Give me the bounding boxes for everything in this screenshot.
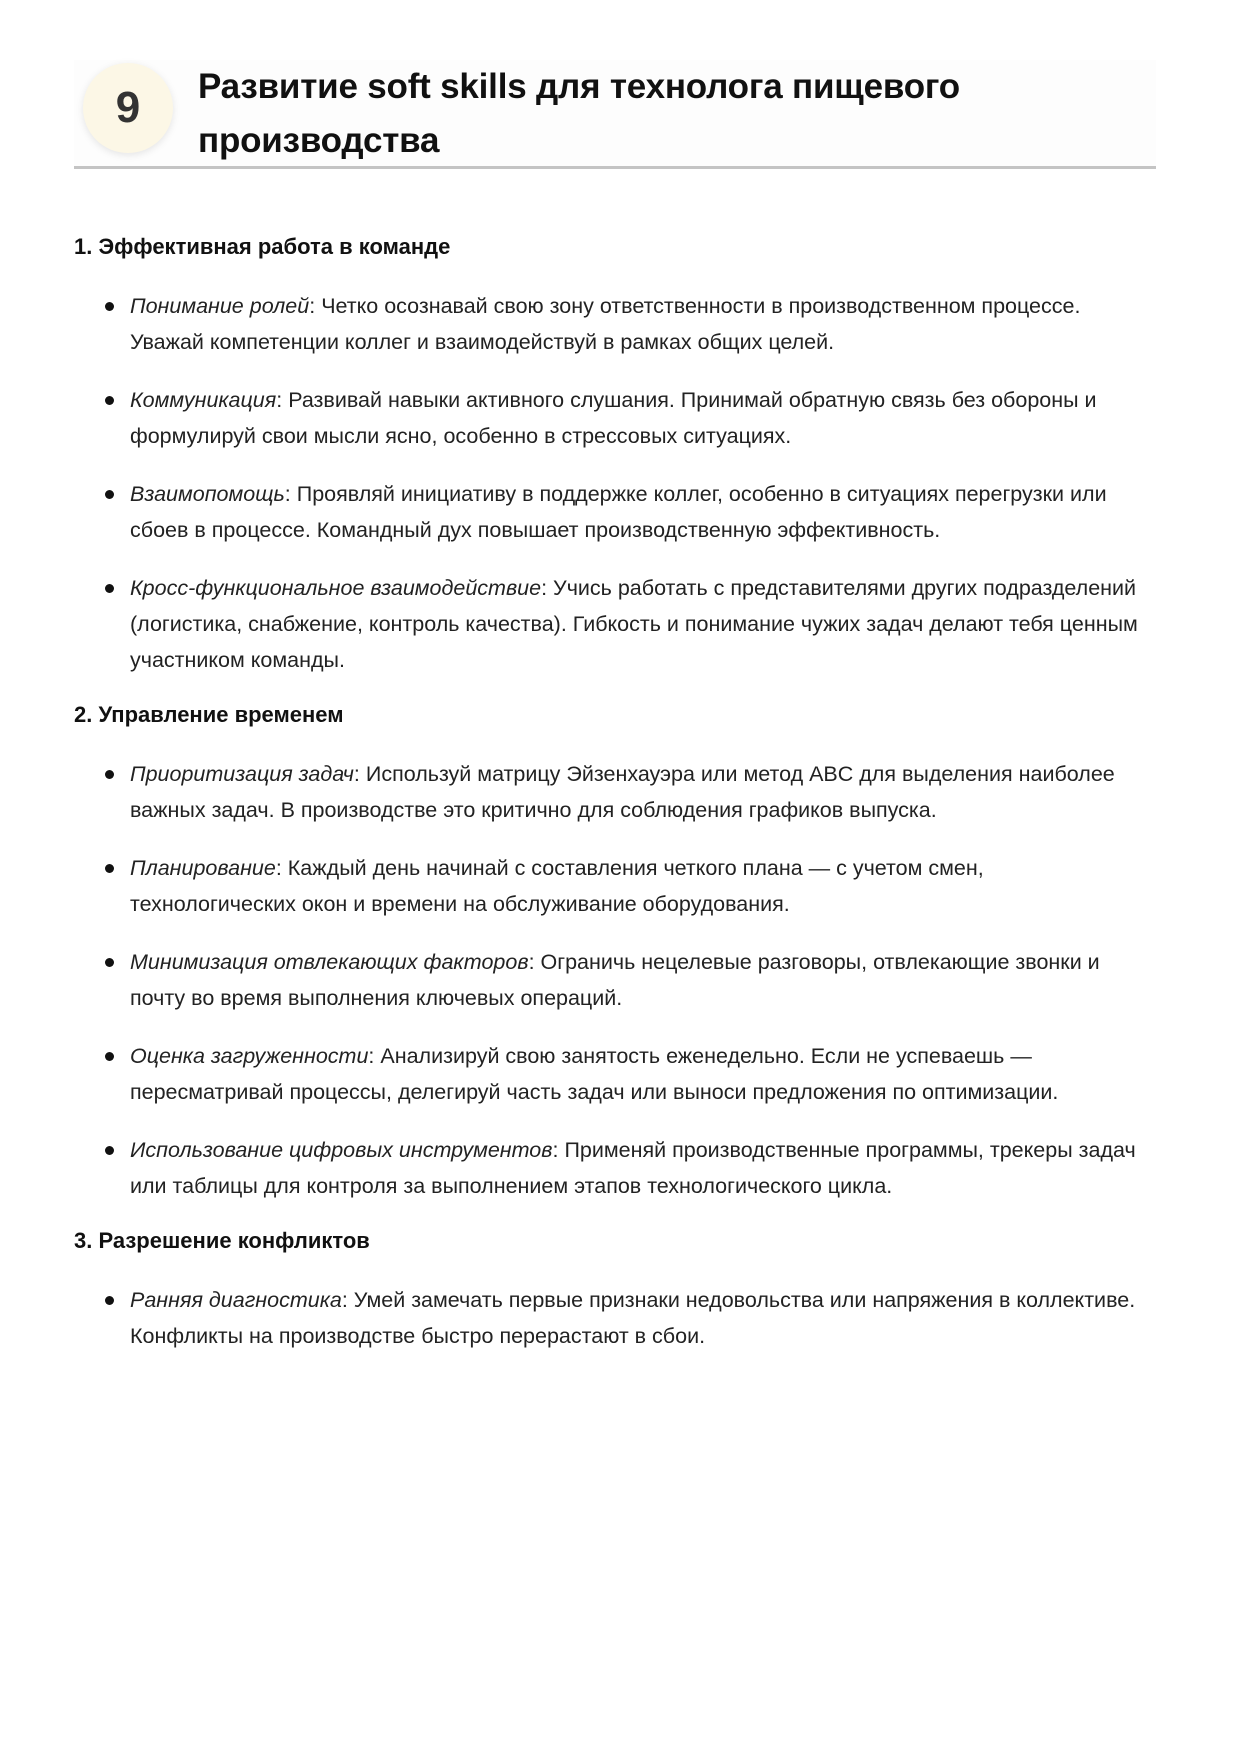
item-term: Ранняя диагностика bbox=[130, 1288, 342, 1312]
item-text: Умей замечать первые признаки недовольства или напряжения в коллективе. Конфликты на производстве быстро перерастают в сбои. bbox=[130, 1288, 1136, 1348]
item-separator: : bbox=[275, 856, 282, 880]
section-heading: 2. Управление временем bbox=[74, 702, 344, 727]
section-heading: 1. Эффективная работа в команде bbox=[74, 234, 451, 259]
item-separator: : bbox=[541, 576, 548, 600]
bullet-icon bbox=[105, 584, 114, 593]
item-separator: : bbox=[528, 950, 535, 974]
item-separator: : bbox=[353, 762, 360, 786]
item-term: Кросс-функциональное взаимодействие bbox=[130, 576, 542, 600]
item-term: Взаимопомощь bbox=[130, 482, 285, 506]
item-separator: : bbox=[341, 1288, 348, 1312]
item-text: Каждый день начинай с составления четкого плана — с учетом смен, технологических окон и времени на обслуживание оборудования. bbox=[130, 856, 984, 916]
bullet-list bbox=[74, 756, 1156, 1204]
section-time-management bbox=[74, 700, 1156, 1204]
list-item bbox=[130, 756, 1156, 828]
item-text: Учись работать с представителями других подразделений (логистика, снабжение, контроль качества). Гибкость и понимание чужих задач делают тебя ценным участником команды. bbox=[130, 576, 1138, 672]
item-separator: : bbox=[276, 388, 283, 412]
item-separator: : bbox=[552, 1138, 559, 1162]
bullet-icon bbox=[105, 864, 114, 873]
list-item bbox=[130, 1282, 1156, 1354]
list-item bbox=[130, 288, 1156, 360]
item-text: Используй матрицу Эйзенхауэра или метод ABC для выделения наиболее важных задач. В производстве это критично для соблюдения графиков выпуска. bbox=[130, 762, 1115, 822]
bullet-icon bbox=[105, 490, 114, 499]
bullet-icon bbox=[105, 1146, 114, 1155]
list-item bbox=[130, 944, 1156, 1016]
list-item bbox=[130, 1132, 1156, 1204]
item-text: Применяй производственные программы, трекеры задач или таблицы для контроля за выполнением этапов технологического цикла. bbox=[130, 1138, 1136, 1198]
item-term: Использование цифровых инструментов bbox=[130, 1138, 553, 1162]
chapter-number-badge bbox=[83, 63, 173, 153]
list-item bbox=[130, 476, 1156, 548]
item-term: Приоритизация задач bbox=[130, 762, 354, 786]
bullet-list bbox=[74, 1282, 1156, 1354]
bullet-icon bbox=[105, 396, 114, 405]
list-item bbox=[130, 382, 1156, 454]
header-divider bbox=[74, 166, 1156, 169]
list-item bbox=[130, 570, 1156, 678]
item-text: Проявляй инициативу в поддержке коллег, особенно в ситуациях перегрузки или сбоев в процессе. Командный дух повышает производственную эффективность. bbox=[130, 482, 1107, 542]
item-term: Коммуникация bbox=[130, 388, 277, 412]
item-term: Минимизация отвлекающих факторов bbox=[130, 950, 529, 974]
bullet-icon bbox=[105, 770, 114, 779]
section-teamwork bbox=[74, 232, 1156, 678]
bullet-icon bbox=[105, 1052, 114, 1061]
list-item bbox=[130, 850, 1156, 922]
bullet-icon bbox=[105, 958, 114, 967]
bullet-list bbox=[74, 288, 1156, 678]
item-separator: : bbox=[368, 1044, 375, 1068]
item-term: Планирование bbox=[130, 856, 276, 880]
section-heading: 3. Разрешение конфликтов bbox=[74, 1228, 370, 1253]
item-text: Анализируй свою занятость еженедельно. Если не успеваешь — пересматривай процессы, делегируй часть задач или выноси предложения по оптимизации. bbox=[130, 1044, 1059, 1104]
list-item bbox=[130, 1038, 1156, 1110]
item-text: Ограничь нецелевые разговоры, отвлекающие звонки и почту во время выполнения ключевых операций. bbox=[130, 950, 1100, 1010]
chapter-number: 9 bbox=[115, 83, 141, 132]
item-text: Четко осознавай свою зону ответственности в производственном процессе. Уважай компетенции коллег и взаимодействуй в рамках общих целей. bbox=[130, 294, 1081, 354]
item-separator: : bbox=[309, 294, 316, 318]
item-term: Понимание ролей bbox=[130, 294, 310, 318]
page-title: Развитие soft skills для технолога пищевого производства bbox=[198, 67, 960, 160]
bullet-icon bbox=[105, 302, 114, 311]
bullet-icon bbox=[105, 1296, 114, 1305]
item-text: Развивай навыки активного слушания. Принимай обратную связь без обороны и формулируй свои мысли ясно, особенно в стрессовых ситуациях. bbox=[130, 388, 1097, 448]
content-body bbox=[74, 232, 1156, 1376]
item-term: Оценка загруженности bbox=[130, 1044, 369, 1068]
item-separator: : bbox=[284, 482, 291, 506]
section-conflict-resolution bbox=[74, 1226, 1156, 1354]
